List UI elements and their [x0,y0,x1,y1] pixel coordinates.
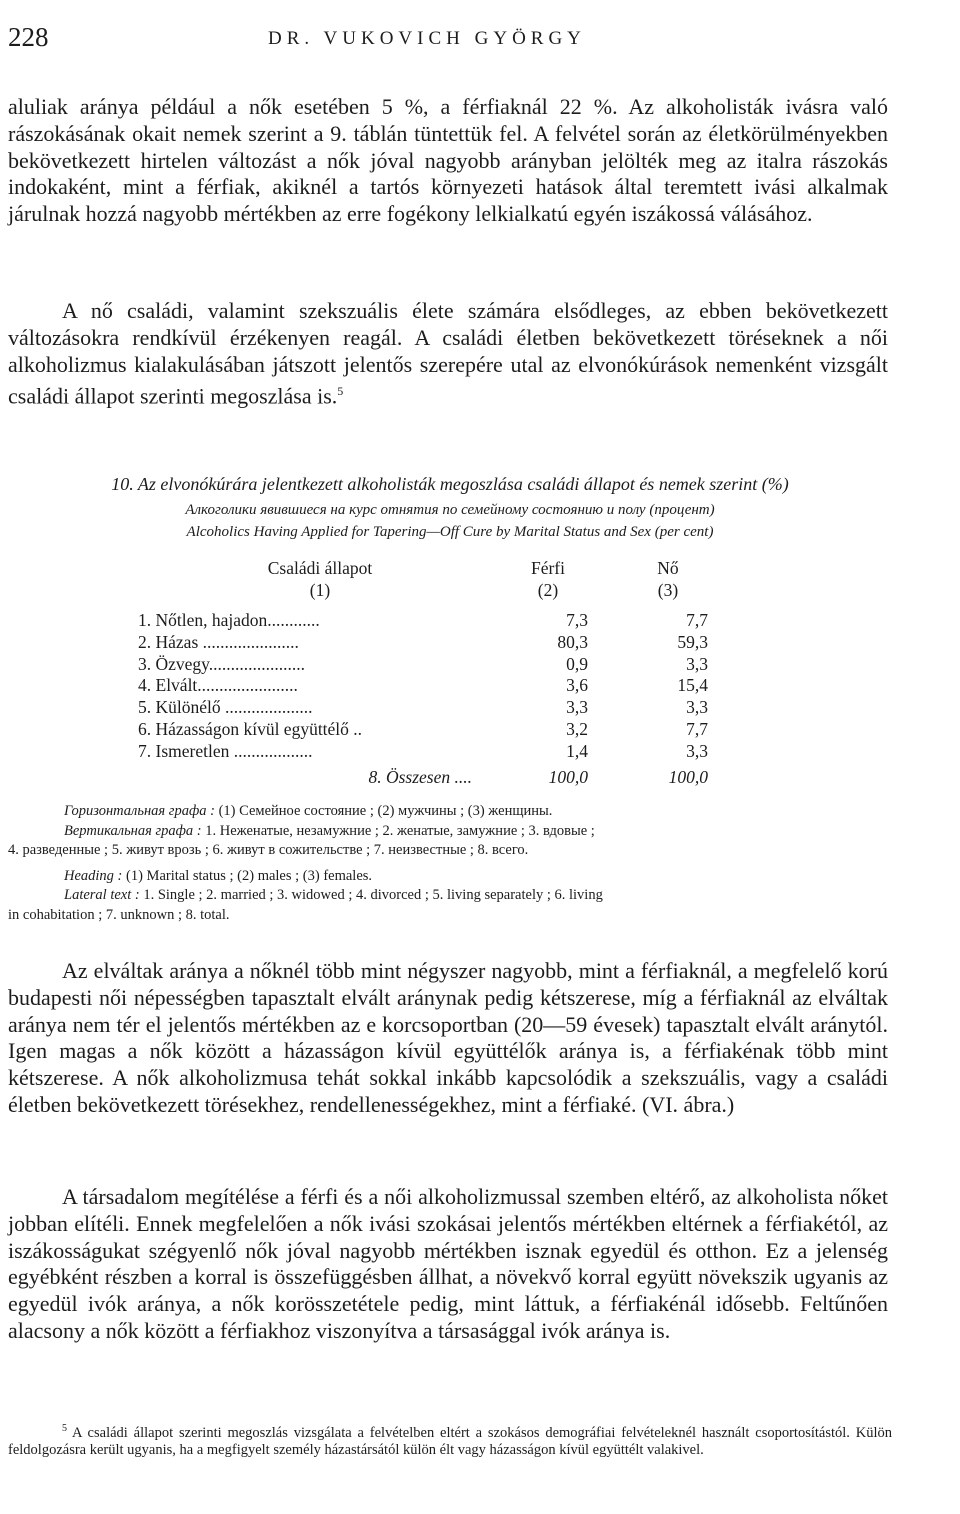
table-row [138,610,728,632]
table-legend [8,802,888,926]
row-label: 3. Özvegy...................... [138,653,306,674]
running-head: DR. VUKOVICH GYÖRGY [268,28,586,49]
female-value: 3,3 [686,653,708,674]
column-number: (1) [309,580,331,601]
male-total: 100,0 [548,766,588,787]
male-value: 80,3 [557,631,588,652]
male-value: 0,9 [566,653,588,674]
male-value: 3,3 [566,697,588,718]
table-row [138,719,728,741]
male-value: 3,2 [566,718,588,739]
footnote-mark: 5 [62,1423,67,1434]
column-number: (2) [537,580,559,601]
footnote [8,1420,892,1460]
row-label: 2. Házas ...................... [138,631,299,652]
data-table [138,558,728,788]
table-total-row [138,767,728,789]
table-row [138,675,728,697]
column-header: Családi állapot [267,558,373,579]
table-row [138,632,728,654]
row-label: 5. Különélő .................... [138,697,313,718]
table-header-row [138,558,728,580]
table-row [138,654,728,676]
female-value: 7,7 [686,718,708,739]
column-header: Nő [657,558,679,579]
table-title-russian: Алкоголики явившиеся на курс отнятия по семейному состоянию и полу (процент) [185,502,715,518]
row-label: 6. Házasságon kívül együttélő .. [138,718,363,739]
legend-line-en-heading: Heading : (1) Marital status ; (2) males ; (3) females. [64,867,373,884]
table-row [138,697,728,719]
male-value: 1,4 [566,740,588,761]
table-row [138,741,728,763]
female-value: 7,7 [686,610,708,630]
male-value: 3,6 [566,675,588,696]
total-label: 8. Összesen .... [368,766,472,787]
female-value: 15,4 [677,675,708,696]
male-value: 7,3 [566,610,588,630]
table-title: 10. Az elvonókúrára jelentkezett alkoholisták megoszlása családi állapot és nemek szerint (%) [111,474,789,494]
body-paragraph [8,298,888,411]
row-label: 1. Nőtlen, hajadon............ [138,610,320,630]
body-paragraph: Az elváltak aránya a nőknél több mint négyszer nagyobb, mint a férfiaknál, a megfelelő korú budapesti női népességben tapasztalt elvált aránynak pedig kétszerese, míg a férfiaknál az elváltak aránya nem tér el jelentős mértékben az e korcsoportban (20—59 évesek) tapasztalt elvált aránytól. Igen magas a nők között a házasságon kívül együttélők aránya is, a férfiakénak több mint kétszerese. A nők alkoholizmusa tehát sokkal inkább kapcsolódik a szekszuális, vagy a családi életben bekövetkezett törésekhez, rendellenességekhez, mint a férfiaké. (VI. ábra.) [8,958,888,1117]
paragraph-text: A nő családi, valamint szekszuális élete számára elsődleges, az ebben bekövetkezett változásokra rendkívül érzékenyen reagál. A családi életben bekövetkezett töréseknek a női alkoholizmus kialakulásában játszott jelentős szerepére utal az elvonókúrások nemenként vizsgált családi állapot szerinti megoszlása is. [8,298,888,409]
legend-line-ru-heading: Горизонтальная графа : (1) Семейное состояние ; (2) мужчины ; (3) женщины. [64,803,553,819]
column-number: (3) [657,580,679,601]
body-paragraph: aluliak aránya például a nők esetében 5 %, a férfiaknál 22 %. Az alkoholisták ivásra való rászokásának okait nemek szerint a 9. táblán tüntettük fel. A felvétel során az életkörülményekben bekövetkezett hirtelen változást a nők jóval nagyobb arányban jelölték meg az italra rászokás indokaként, mint a férfiak, akiknél a tartós környezeti hatások által teremtett ivási alkalmak járulnak hozzá nagyobb mértékben az erre fogékony lelkialkatú egyén iszákossá válásához. [8,94,888,227]
female-value: 59,3 [677,631,708,652]
footnote-reference: 5 [337,384,344,399]
page-number: 228 [8,22,49,52]
female-value: 3,3 [686,740,708,761]
column-header: Férfi [530,558,566,579]
row-label: 7. Ismeretlen .................. [138,740,313,761]
female-total: 100,0 [668,766,708,787]
legend-line-ru-lateral-cont: 4. разведенные ; 5. живут врозь ; 6. живут в сожительстве ; 7. неизвестные ; 8. всего. [8,842,529,859]
footnote-text: A családi állapot szerinti megoszlás vizsgálata a felvételben eltért a szokásos demográfiai felvételeknél használt csoportosítástól. Külön feldolgozásra került ugyanis, ha a megfigyelt személy házastársától külön élt vagy házasságon kívül együttélt valakivel. [8,1424,892,1459]
legend-line-en-lateral: Lateral text : 1. Single ; 2. married ; 3. widowed ; 4. divorced ; 5. living separately ; 6. living [64,887,603,904]
female-value: 3,3 [686,697,708,718]
body-paragraph: A társadalom megítélése a férfi és a női alkoholizmussal szemben eltérő, az alkoholista nőket jobban elítéli. Ennek megfelelően a nők ivási szokásai jelentős mértékben eltérnek a férfiakétól, az iszákosságukat szégyenlő nők jóval nagyobb mértékben isznak egyedül és otthon. Ez a jelenség egyébként részben a korral is összefüggésben állhat, a növekvő korral együtt növekszik ugyanis az egyedül ivók aránya, a nők korösszetétele pedig, mint láttuk, a férfiakénál idősebb. Feltűnően alacsony a nők között a férfiakhoz viszonyítva a társasággal ivók aránya is. [8,1184,888,1343]
legend-line-ru-lateral: Вертикальная графа : 1. Неженатые, незамужние ; 2. женатые, замужние ; 3. вдовые ; [64,822,595,839]
table-title-english: Alcoholics Having Applied for Tapering—Off Cure by Marital Status and Sex (per cent) [186,524,714,540]
table-column-numbers [138,580,728,602]
row-label: 4. Elvált....................... [138,675,298,696]
legend-line-en-lateral-cont: in cohabitation ; 7. unknown ; 8. total. [8,906,230,923]
